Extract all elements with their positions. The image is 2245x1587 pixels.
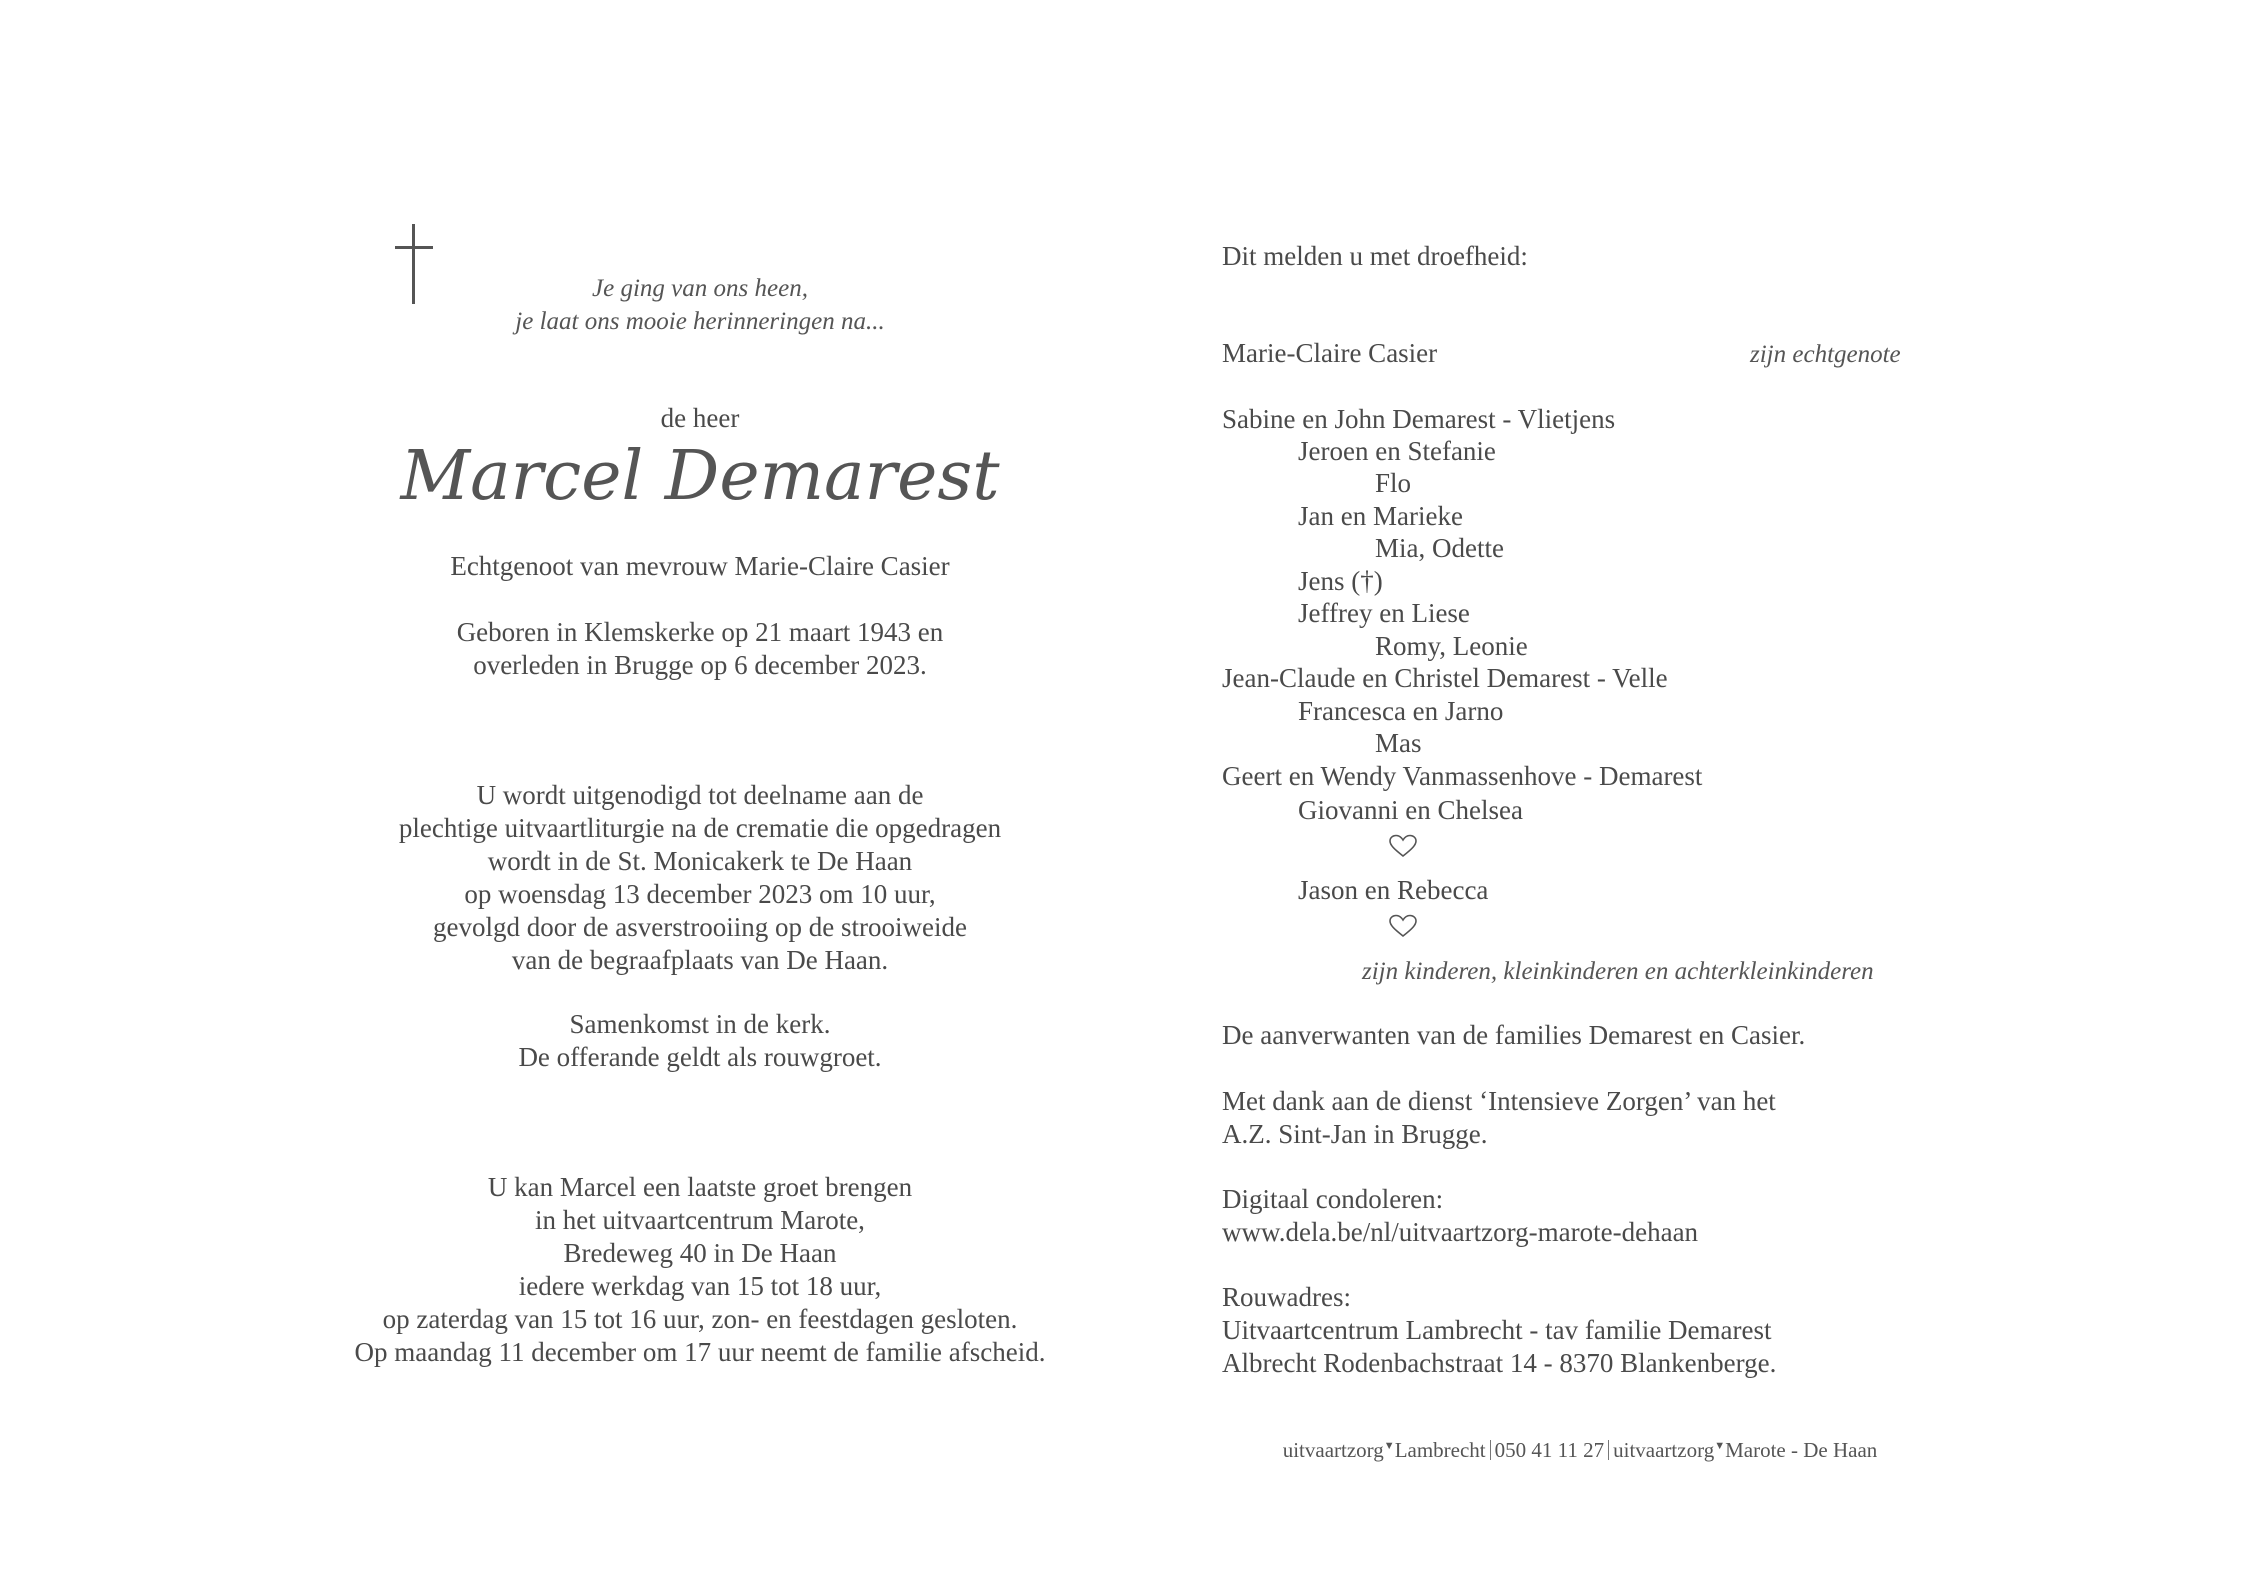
poem-line-1: Je ging van ons heen,	[592, 275, 808, 302]
gathering-line: De offerande geldt als rouwgroet.	[518, 1042, 882, 1072]
footer-brand: uitvaartzorg	[1282, 1438, 1384, 1462]
funeral-home-footer	[1240, 1432, 1920, 1464]
heart-icon	[1388, 834, 1418, 858]
family-member: Flo	[1375, 468, 1412, 498]
family-member: Francesca en Jarno	[1298, 696, 1504, 726]
invitation-line: U wordt uitgenodigd tot deelname aan de	[476, 780, 924, 810]
family-member: Romy, Leonie	[1375, 631, 1528, 661]
invitation-line: wordt in de St. Monicakerk te De Haan	[487, 846, 913, 876]
gathering-line: Samenkomst in de kerk.	[569, 1009, 831, 1039]
spouse-line: Echtgenoot van mevrouw Marie-Claire Casier	[450, 551, 950, 581]
relatives-line: De aanverwanten van de families Demarest en Casier.	[1222, 1020, 1806, 1050]
salutation: de heer	[660, 403, 740, 433]
visit-line: op zaterdag van 15 tot 16 uur, zon- en feestdagen gesloten.	[382, 1304, 1018, 1334]
footer-divider	[1608, 1440, 1609, 1460]
invitation-line: plechtige uitvaartliturgie na de crematie die opgedragen	[398, 813, 1002, 843]
spouse-role: zijn echtgenote	[1750, 341, 1901, 368]
family-member: Jan en Marieke	[1298, 501, 1463, 531]
children-role: zijn kinderen, kleinkinderen en achterkleinkinderen	[1362, 958, 1874, 985]
triangle-down-icon: ▼	[1714, 1440, 1726, 1452]
family-member: Jeffrey en Liese	[1298, 598, 1470, 628]
died-line: overleden in Brugge op 6 december 2023.	[473, 650, 927, 680]
visit-line: in het uitvaartcentrum Marote,	[535, 1205, 865, 1235]
visit-line: U kan Marcel een laatste groet brengen	[487, 1172, 913, 1202]
visit-line: iedere werkdag van 15 tot 18 uur,	[518, 1271, 882, 1301]
family-member: Giovanni en Chelsea	[1298, 795, 1523, 825]
family-member: Geert en Wendy Vanmassenhove - Demarest	[1222, 761, 1703, 791]
address-label: Rouwadres:	[1222, 1282, 1351, 1312]
deceased-name: Marcel Demarest	[400, 437, 1000, 516]
intro-line: Dit melden u met droefheid:	[1222, 241, 1528, 271]
footer-phone: 050 41 11 27	[1494, 1438, 1605, 1462]
family-member: Sabine en John Demarest - Vlietjens	[1222, 404, 1616, 434]
footer-name: Marote - De Haan	[1725, 1438, 1878, 1462]
family-member: Jens (†)	[1298, 566, 1383, 596]
visit-line: Op maandag 11 december om 17 uur neemt de familie afscheid.	[354, 1337, 1046, 1367]
family-member: Mia, Odette	[1375, 533, 1504, 563]
footer-divider	[1490, 1440, 1491, 1460]
family-member: Jeroen en Stefanie	[1298, 436, 1496, 466]
footer-brand: uitvaartzorg	[1613, 1438, 1715, 1462]
thanks-line: Met dank aan de dienst ‘Intensieve Zorgen’ van het	[1222, 1086, 1776, 1116]
family-member: Mas	[1375, 728, 1422, 758]
family-member: Jean-Claude en Christel Demarest - Velle	[1222, 663, 1668, 693]
heart-icon	[1388, 914, 1418, 938]
address-line: Albrecht Rodenbachstraat 14 - 8370 Blankenberge.	[1222, 1348, 1777, 1378]
invitation-line: gevolgd door de asverstrooiing op de strooiweide	[433, 912, 967, 942]
invitation-line: op woensdag 13 december 2023 om 10 uur,	[464, 879, 936, 909]
spouse-name: Marie-Claire Casier	[1222, 338, 1438, 368]
invitation-line: van de begraafplaats van De Haan.	[511, 945, 889, 975]
condolence-label: Digitaal condoleren:	[1222, 1184, 1444, 1214]
visit-line: Bredeweg 40 in De Haan	[563, 1238, 837, 1268]
family-member: Jason en Rebecca	[1298, 875, 1489, 905]
triangle-down-icon: ▼	[1383, 1440, 1395, 1452]
condolence-url[interactable]: www.dela.be/nl/uitvaartzorg-marote-dehaan	[1222, 1217, 1699, 1247]
born-line: Geboren in Klemskerke op 21 maart 1943 en	[456, 617, 944, 647]
poem-line-2: je laat ons mooie herinneringen na...	[515, 308, 885, 335]
footer-name: Lambrecht	[1394, 1438, 1486, 1462]
address-line: Uitvaartcentrum Lambrecht - tav familie Demarest	[1222, 1315, 1772, 1345]
thanks-line: A.Z. Sint-Jan in Brugge.	[1222, 1119, 1488, 1149]
